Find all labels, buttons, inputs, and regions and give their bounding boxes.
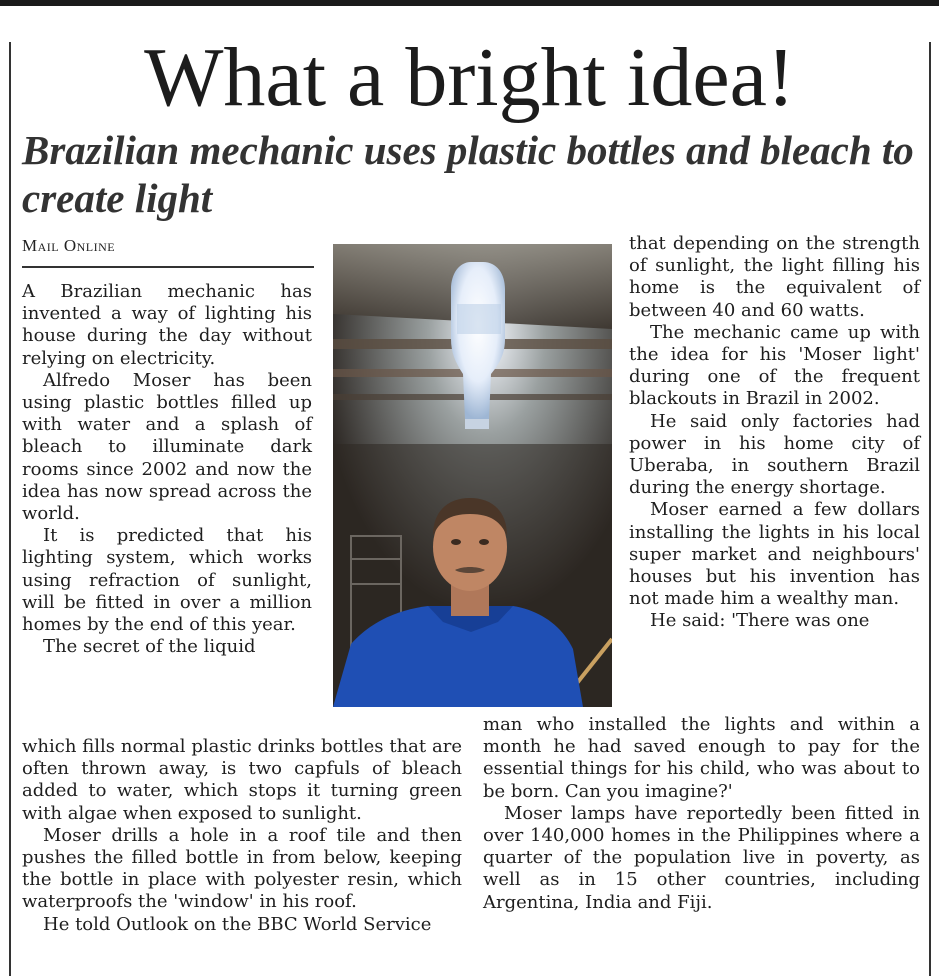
top-rule — [0, 0, 939, 6]
photo-moser-with-bottle-light — [333, 244, 612, 707]
bottom-left-column — [22, 736, 462, 936]
headline: What a bright idea! — [144, 31, 795, 124]
paragraph: He told Outlook on the BBC World Service — [43, 913, 432, 935]
byline-rule — [22, 266, 314, 268]
paragraph: Alfredo Moser has been using plastic bottles filled up with water and a splash of bleach to illuminate dark rooms since 2002 and now the idea has now spread across the world. — [22, 369, 312, 525]
paragraph: It is predicted that his lighting system, which works using refraction of sunlight, will be fitted in over a million homes by the end of this year. — [22, 525, 312, 636]
subheadline: Brazilian mechanic uses plastic bottles and bleach to create light — [22, 127, 914, 221]
bottom-right-column — [483, 714, 920, 914]
paragraph: Moser lamps have reportedly been fitted in over 140,000 homes in the Philippines where a quarter of the population live in poverty, as well as in 15 other countries, including Argentina, India and Fiji. — [483, 802, 920, 913]
paragraph: Moser earned a few dollars installing the lights in his local super market and neighbours' houses but his invention has not made him a wealthy man. — [629, 499, 920, 610]
paragraph: The secret of the liquid — [43, 636, 256, 658]
paragraph: man who installed the lights and within a month he had saved enough to pay for the essential things for his child, who was about to be born. Can you imagine?' — [483, 714, 920, 802]
paragraph: The mechanic came up with the idea for his 'Moser light' during one of the frequent blackouts in Brazil in 2002. — [629, 321, 920, 410]
paragraph: He said only factories had power in his home city of Uberaba, in southern Brazil during the energy shortage. — [629, 410, 920, 499]
byline: Mail Online — [22, 236, 116, 255]
paragraph: that depending on the strength of sunlight, the light filling his home is the equivalent of between 40 and 60 watts. — [629, 233, 920, 321]
paragraph: He said: 'There was one — [650, 610, 870, 632]
paragraph: A Brazilian mechanic has invented a way of lighting his house during the day without relying on electricity. — [22, 281, 312, 369]
left-column-rule — [9, 42, 11, 976]
right-column-rule — [929, 42, 931, 976]
right-column — [629, 233, 920, 633]
paragraph: which fills normal plastic drinks bottles that are often thrown away, is two capfuls of bleach added to water, which stops it turning green with algae when exposed to sunlight. — [22, 736, 462, 824]
left-column — [22, 281, 312, 658]
paragraph: Moser drills a hole in a roof tile and then pushes the filled bottle in from below, keeping the bottle in place with polyester resin, which waterproofs the 'window' in his roof. — [22, 824, 462, 913]
